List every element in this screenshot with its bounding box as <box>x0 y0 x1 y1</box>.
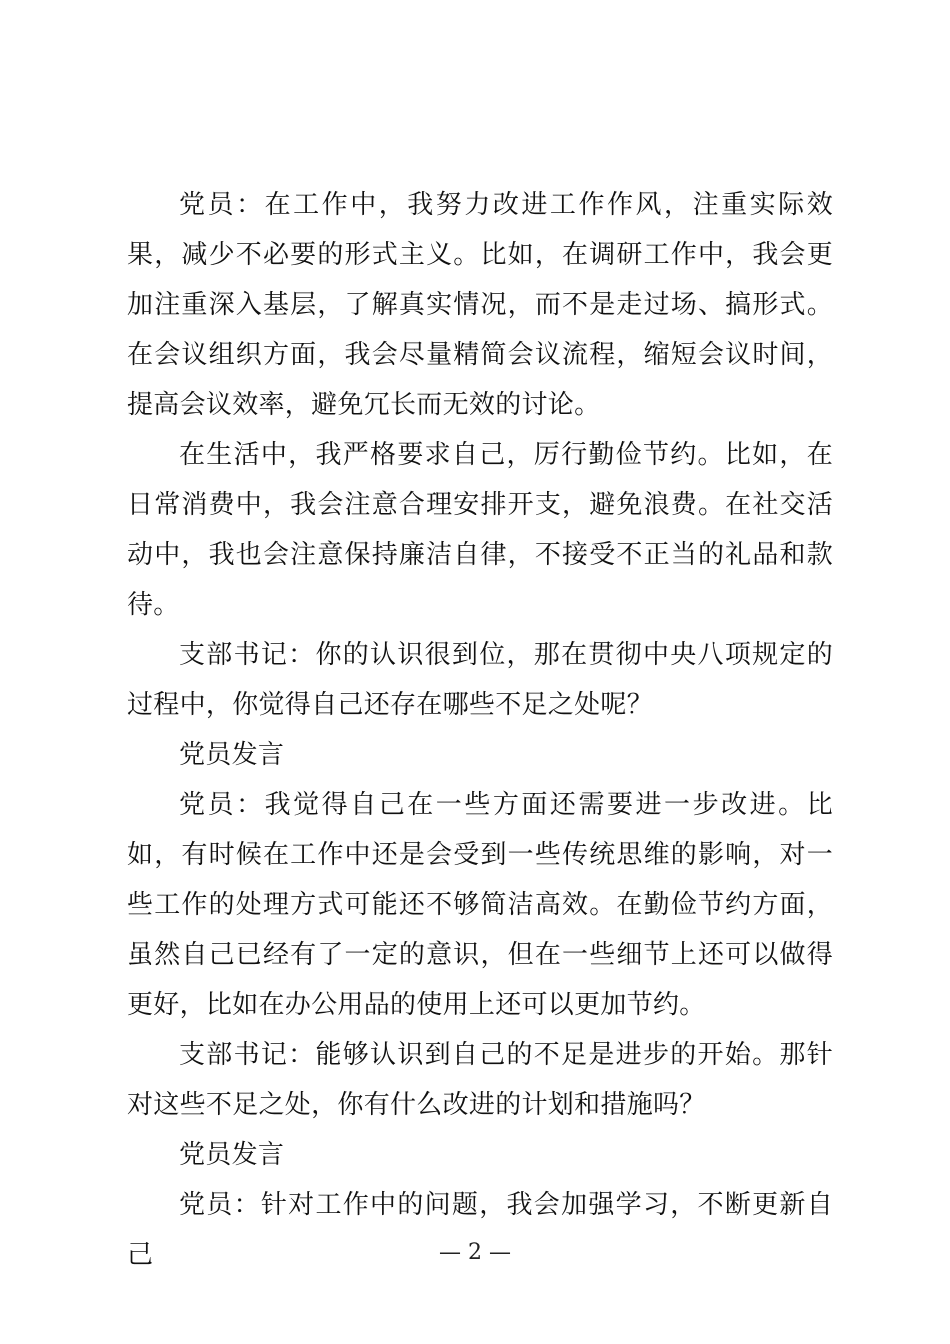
paragraph-work-style: 党员：在工作中，我努力改进工作作风，注重实际效果，减少不必要的形式主义。比如，在调研工作中，我会更加注重深入基层，了解真实情况，而不是走过场、搞形式。在会议组织方面，我会尽量精简会议流程，缩短会议时间，提高会议效率，避免冗长而无效的讨论。 <box>127 190 833 420</box>
document-body <box>127 180 833 1280</box>
paragraph-member-shortcomings: 党员：我觉得自己在一些方面还需要进一步改进。比如，有时候在工作中还是会受到一些传统思维的影响，对一些工作的处理方式可能还不够简洁高效。在勤俭节约方面，虽然自己已经有了一定的意识，但在一些细节上还可以做得更好，比如在办公用品的使用上还可以更加节约。 <box>127 790 833 1020</box>
paragraph-secretary-question-2: 支部书记：能够认识到自己的不足是进步的开始。那针对这些不足之处，你有什么改进的计划和措施吗？ <box>127 1040 833 1120</box>
paragraph-daily-life: 在生活中，我严格要求自己，厉行勤俭节约。比如，在日常消费中，我会注意合理安排开支，避免浪费。在社交活动中，我也会注意保持廉洁自律，不接受不正当的礼品和款待。 <box>127 440 833 620</box>
paragraph-member-speech-heading-2: 党员发言 <box>179 1140 285 1170</box>
page-number: — 2 — <box>439 1240 511 1265</box>
paragraph-member-speech-heading-1: 党员发言 <box>179 740 285 770</box>
paragraph-member-improvement: 党员：针对工作中的问题，我会加强学习，不断更新自己 <box>127 1190 833 1270</box>
paragraph-secretary-question-1: 支部书记：你的认识很到位，那在贯彻中央八项规定的过程中，你觉得自己还存在哪些不足之处呢？ <box>127 640 833 720</box>
